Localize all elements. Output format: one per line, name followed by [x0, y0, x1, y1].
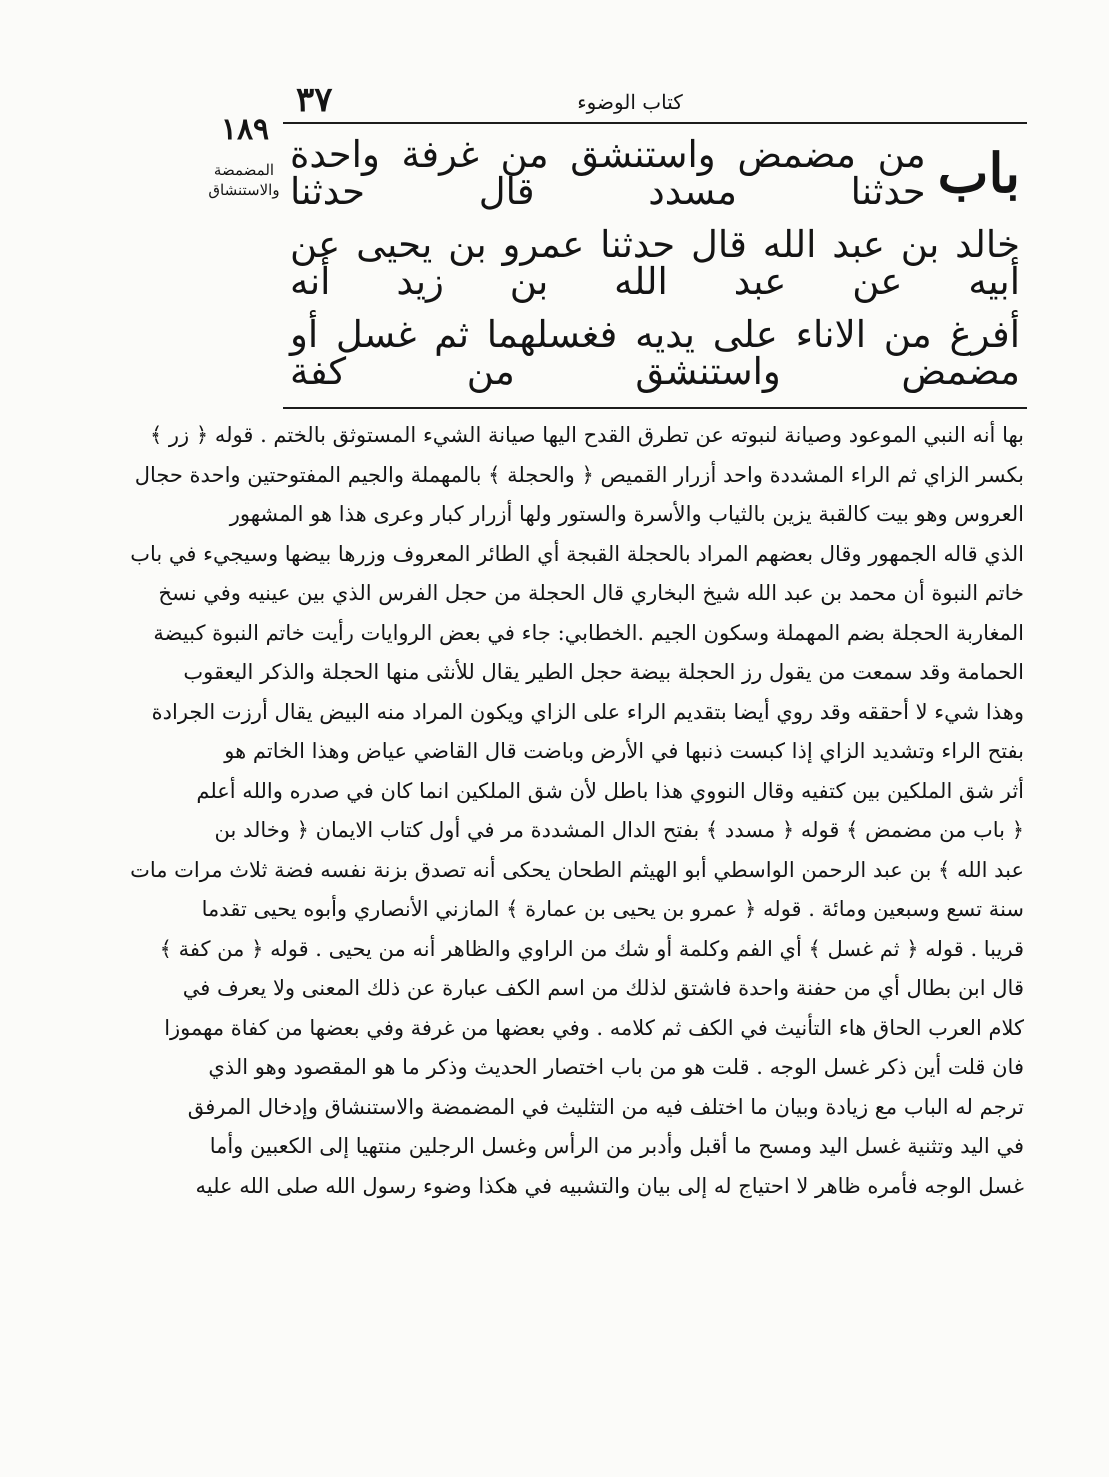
matn-line: [290, 128, 1020, 218]
commentary-line: خاتم النبوة أن محمد بن عبد الله شيخ البخاري قال الحجلة من حجل الفرس الذي بين عينيه وفي نسخ: [158, 581, 1024, 605]
commentary-line: العروس وهو بيت كالقبة يزين بالثياب والأسرة والستور ولها أزرار كبار وعرى هذا هو المشهور: [229, 502, 1024, 526]
commentary-line: في اليد وتثنية غسل اليد ومسح ما أقبل وأدبر من الرأس وغسل الرجلين منتهيا إلى الكعبين وأما: [209, 1134, 1024, 1158]
matn-line: [290, 308, 1020, 398]
commentary-line: أثر شق الملكين بين كتفيه وقال النووي هذا باطل لأن شق الملكين انما كان في صدره والله أعلم: [196, 778, 1024, 803]
commentary-line: قال ابن بطال أي من حفنة واحدة فاشتق لذلك من اسم الكف عبارة عن ذلك المعنى ولا يعرف في: [182, 976, 1024, 1000]
commentary-line: غسل الوجه فأمره ظاهر لا احتياج له إلى بيان والتشبيه في هكذا وضوء رسول الله صلى الله عليه: [195, 1173, 1024, 1198]
commentary-line: بها أنه النبي الموعود وصيانة لنبوته عن تطرق القدح اليها صيانة الشيء المستوثق بالختم . قوله ﴿ زر ﴾: [149, 423, 1024, 447]
commentary-line: بفتح الراء وتشديد الزاي إذا كبست ذنبها في الأرض وباضت قال القاضي عياض وهذا الخاتم هو: [224, 739, 1024, 763]
commentary-line: قريبا . قوله ﴿ ثم غسل ﴾ أي الفم وكلمة أو شك من الراوي والظاهر أنه من يحيى . قوله ﴿ من كفة ﴾: [159, 936, 1024, 961]
commentary-line: ﴿ باب من مضمض ﴾ قوله ﴿ مسدد ﴾ بفتح الدال المشددة مر في أول كتاب الايمان ﴿ وخالد بن: [214, 818, 1024, 842]
margin-note: المضمضة والاستنشاق: [208, 161, 280, 199]
commentary-line: المغاربة الحجلة بضم المهملة وسكون الجيم .الخطابي: جاء في بعض الروايات رأيت خاتم النبوة كبيضة: [153, 620, 1024, 645]
matn-line-text: أفرغ من الاناء على يديه فغسلهما ثم غسل أو مضمض واستنشق من كفة: [290, 313, 1020, 393]
chapter-heading-word: باب: [937, 141, 1020, 205]
matn-line: [290, 218, 1020, 308]
commentary-line: الذي قاله الجمهور وقال بعضهم المراد بالحجلة القبجة أي الطائر المعروف وزرها بيضها وسيجيء في باب: [130, 541, 1024, 566]
margin-hadith-number: ۱۸۹: [220, 112, 270, 147]
commentary-line: وهذا شيء لا أحققه وقد روي أيضا بتقديم الراء على الزاي ويكون المراد منه البيض يقال أرزت الجرادة: [151, 699, 1024, 724]
commentary-line: الحمامة وقد سمعت من يقول رز الحجلة بيضة حجل الطير يقال للأنثى منها الحجلة والذكر اليعقوب: [183, 660, 1024, 684]
commentary-line: ترجم له الباب مع زيادة وبيان ما اختلف فيه من التثليث في المضمضة والاستنشاق وإدخال المرفق: [187, 1094, 1024, 1119]
matn-block: [290, 128, 1020, 400]
commentary-line: فان قلت أين ذكر غسل الوجه . قلت هو من باب اختصار الحديث وذكر ما هو المقصود وهو الذي: [208, 1055, 1024, 1079]
matn-line-text: من مضمض واستنشق من غرفة واحدة حدثنا مسدد قال حدثنا: [290, 133, 926, 213]
commentary-line: سنة تسع وسبعين ومائة . قوله ﴿ عمرو بن يحيى بن عمارة ﴾ المازني الأنصاري وأبوه يحيى تقدما: [201, 897, 1024, 921]
commentary-line: كلام العرب الحاق هاء التأنيث في الكف ثم كلامه . وفي بعضها من غرفة وفي بعضها من كفاة مهموزا: [164, 1015, 1024, 1040]
matn-line-text: خالد بن عبد الله قال حدثنا عمرو بن يحيى عن أبيه عن عبد الله بن زيد أنه: [290, 223, 1020, 303]
commentary-line: بكسر الزاي ثم الراء المشددة واحد أزرار القميص ﴿ والحجلة ﴾ بالمهملة والجيم المفتوحتين واحدة حجال: [134, 462, 1024, 487]
commentary-line: عبد الله ﴾ بن عبد الرحمن الواسطي أبو الهيثم الطحان يحكى أنه تصدق بزنة نفسه فضة ثلاث مرات مات: [130, 857, 1024, 882]
page-number: ۳۷: [296, 80, 333, 120]
commentary-block: [130, 416, 1024, 1416]
running-title: كتاب الوضوء: [577, 90, 683, 114]
